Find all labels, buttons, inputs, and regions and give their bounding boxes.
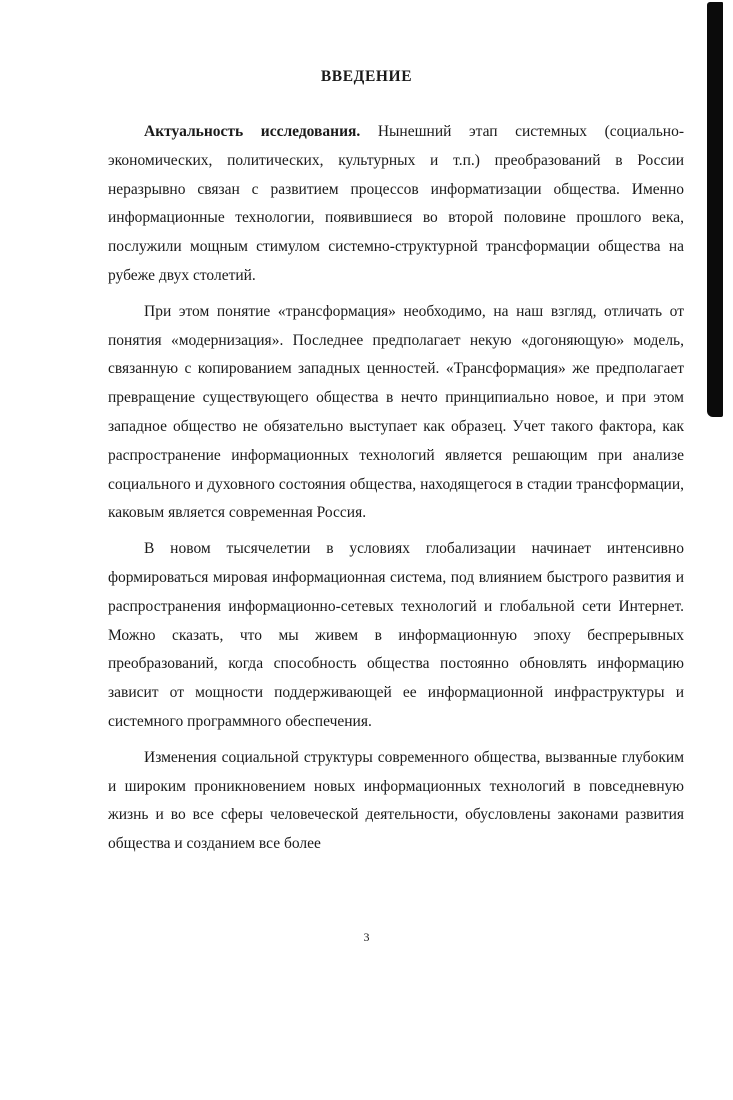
- paragraph-globalization: [108, 535, 684, 737]
- paragraph-text: При этом понятие «трансформация» необходимо, на наш взгляд, отличать от понятия «модернизация». Последнее предполагает некую «догоняющую» модель, связанную с копированием западных ценностей. «Трансформация» же предполагает превращение существующего общества в нечто принципиально новое, и при этом западное общество не обязательно выступает как образец. Учет такого фактора, как распространение информационных технологий является решающим при анализе социального и духовного состояния общества, находящегося в стадии трансформации, каковым является современная Россия.: [108, 302, 684, 522]
- paragraph-lead: Актуальность исследования.: [144, 123, 361, 140]
- paragraph-relevance: [108, 118, 684, 291]
- scan-edge-bar: [707, 2, 723, 417]
- body-text: [108, 118, 684, 866]
- paragraph-text: Изменения социальной структуры современного общества, вызванные глубоким и широким проникновением новых информационных технологий в повседневную жизнь и во все сферы человеческой деятельности, обусловлены законами развития общества и созданием все более: [108, 748, 684, 853]
- paragraph-text: Нынешний этап системных (социально-экономических, политических, культурных и т.п.) преобразований в России неразрывно связан с развитием процессов информатизации общества. Именно информационные технологии, появившиеся во второй половине прошлого века, послужили мощным стимулом системно-структурной трансформации общества на рубеже двух столетий.: [108, 123, 684, 284]
- paragraph-social-structure: [108, 744, 684, 859]
- page-number: 3: [363, 930, 370, 944]
- paragraph-text: В новом тысячелетии в условиях глобализации начинает интенсивно формироваться мировая информационная система, под влиянием быстрого развития и распространения информационно-сетевых технологий и глобальной сети Интернет. Можно сказать, что мы живем в информационную эпоху беспрерывных преобразований, когда способность общества постоянно обновлять информацию зависит от мощности поддерживающей ее информационной инфраструктуры и системного программного обеспечения.: [108, 540, 684, 730]
- page-title: ВВЕДЕНИЕ: [320, 68, 413, 85]
- paragraph-transformation: [108, 298, 684, 528]
